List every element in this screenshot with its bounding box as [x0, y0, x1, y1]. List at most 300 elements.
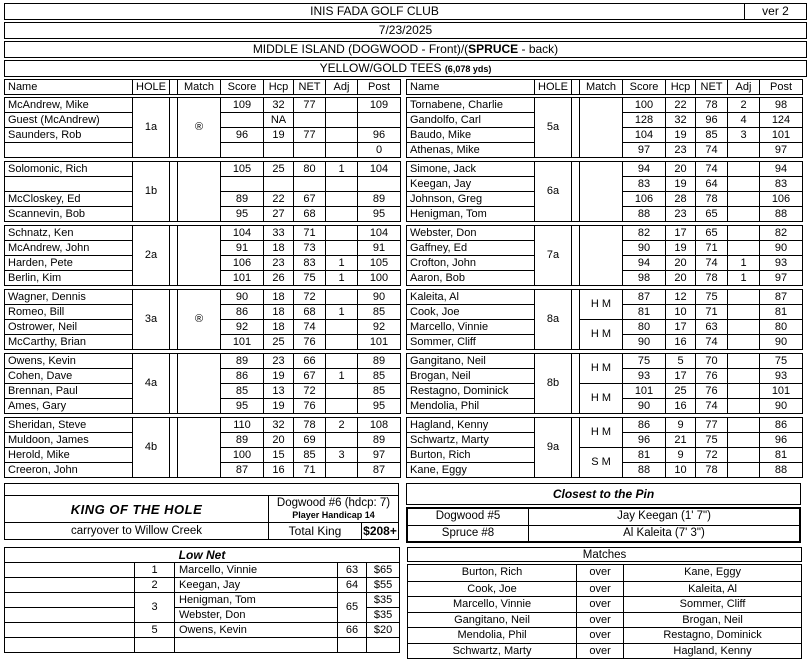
king-info-cell: [268, 496, 398, 522]
score-cell: 80: [623, 320, 666, 335]
net-cell: 71: [294, 226, 326, 241]
col-header-hole: HOLE: [535, 80, 572, 95]
low-net-blank-cell: [5, 578, 135, 593]
post-cell: 90: [760, 335, 803, 350]
post-cell: 89: [358, 354, 401, 369]
roster-group-3a: [4, 289, 401, 350]
match-loser-cell: Hagland, Kenny: [623, 644, 801, 659]
match-loser-cell: Brogan, Neil: [623, 613, 801, 628]
player-name-cell: Baudo, Mike: [407, 128, 535, 143]
hole-cell: 6a: [535, 162, 572, 222]
net-cell: 77: [294, 98, 326, 113]
net-cell: 71: [696, 241, 728, 256]
match-over-cell: over: [576, 644, 623, 659]
net-cell: 65: [696, 226, 728, 241]
col-header-hole: HOLE: [133, 80, 170, 95]
net-cell: 71: [294, 463, 326, 478]
score-cell: 96: [623, 433, 666, 448]
king-carryover: carryover to Willow Creek: [71, 525, 202, 537]
score-cell: 110: [221, 418, 264, 433]
score-cell: 109: [221, 98, 264, 113]
match-cell: [178, 418, 221, 478]
net-cell: 76: [696, 384, 728, 399]
player-name-cell: Gandolfo, Carl: [407, 113, 535, 128]
net-cell: 69: [294, 433, 326, 448]
net-cell: 85: [696, 128, 728, 143]
net-cell: [294, 143, 326, 158]
score-cell: 100: [221, 448, 264, 463]
player-name-cell: Creeron, John: [5, 463, 133, 478]
column-spacer: [572, 162, 580, 222]
date-text: 7/23/2025: [378, 23, 433, 37]
match-cell: [178, 354, 221, 414]
king-total-value: $208+: [361, 523, 398, 539]
match-row: [408, 596, 801, 612]
adj-cell: [728, 177, 760, 192]
col-header-hcp: Hcp: [666, 80, 696, 95]
post-cell: 92: [358, 320, 401, 335]
score-cell: 104: [623, 128, 666, 143]
closest-to-pin-rows: [406, 507, 801, 543]
hcp-cell: 32: [264, 98, 294, 113]
matches-title: Matches: [407, 547, 802, 562]
post-cell: 86: [760, 418, 803, 433]
col-header-hcp: Hcp: [264, 80, 294, 95]
course-bold: SPRUCE: [468, 42, 519, 56]
score-cell: 94: [623, 162, 666, 177]
low-net-blank-cell: [5, 638, 135, 653]
post-cell: 93: [760, 369, 803, 384]
adj-cell: [728, 207, 760, 222]
score-cell: 86: [221, 305, 264, 320]
adj-cell: 1: [326, 305, 358, 320]
post-cell: 124: [760, 113, 803, 128]
low-net-rank-cell: [135, 638, 175, 653]
player-name-cell: Saunders, Rob: [5, 128, 133, 143]
bottom-section-2: [4, 547, 807, 659]
score-cell: 106: [221, 256, 264, 271]
match-cell: [580, 226, 623, 286]
match-over-cell: over: [576, 565, 623, 581]
adj-cell: 3: [728, 128, 760, 143]
score-cell: 90: [623, 335, 666, 350]
player-name-cell: McCloskey, Ed: [5, 192, 133, 207]
net-cell: 72: [696, 448, 728, 463]
net-cell: 68: [294, 207, 326, 222]
club-name: INIS FADA GOLF CLUB: [310, 4, 439, 18]
match-cell: [178, 226, 221, 286]
player-name-cell: Sheridan, Steve: [5, 418, 133, 433]
hcp-cell: 17: [666, 320, 696, 335]
low-net-prize-cell: $35: [367, 608, 400, 623]
post-cell: 95: [358, 207, 401, 222]
col-header-adj: Adj: [728, 80, 760, 95]
player-name-cell: Sommer, Cliff: [407, 335, 535, 350]
adj-cell: 2: [728, 98, 760, 113]
match-loser-cell: Sommer, Cliff: [623, 597, 801, 612]
match-cell: H M: [580, 290, 623, 320]
post-cell: 108: [358, 418, 401, 433]
low-net-name-cell: [175, 638, 338, 653]
col-header-post: Post: [358, 80, 401, 95]
adj-cell: 3: [326, 448, 358, 463]
column-spacer: [170, 226, 178, 286]
hcp-cell: 16: [264, 463, 294, 478]
hcp-cell: 18: [264, 305, 294, 320]
player-name-cell: Mendolia, Phil: [407, 399, 535, 414]
adj-cell: 1: [326, 369, 358, 384]
player-name-cell: McAndrew, John: [5, 241, 133, 256]
net-cell: 76: [294, 335, 326, 350]
closest-to-pin-title: Closest to the Pin: [406, 483, 801, 505]
hcp-cell: 19: [666, 177, 696, 192]
player-name-cell: Berlin, Kim: [5, 271, 133, 286]
post-cell: 104: [358, 226, 401, 241]
score-cell: 101: [221, 271, 264, 286]
player-name-cell: Cohen, Dave: [5, 369, 133, 384]
matches-rows: [407, 564, 802, 659]
score-cell: 89: [221, 354, 264, 369]
col-header-net: NET: [696, 80, 728, 95]
post-cell: 82: [760, 226, 803, 241]
score-cell: 98: [623, 271, 666, 286]
match-winner-cell: Marcello, Vinnie: [453, 598, 532, 610]
player-name-cell: Burton, Rich: [407, 448, 535, 463]
hcp-cell: NA: [264, 113, 294, 128]
roster-group-1b: [4, 161, 401, 222]
hcp-cell: 25: [666, 384, 696, 399]
player-name-cell: Johnson, Greg: [407, 192, 535, 207]
closest-to-pin-row: [408, 509, 799, 525]
post-cell: 90: [760, 241, 803, 256]
net-cell: 68: [294, 305, 326, 320]
adj-cell: [728, 290, 760, 305]
net-cell: 67: [294, 192, 326, 207]
match-winner-cell: Burton, Rich: [461, 566, 523, 578]
hcp-cell: 17: [666, 226, 696, 241]
adj-cell: [728, 354, 760, 369]
player-name-cell: Ostrower, Neil: [5, 320, 133, 335]
player-name-cell: Owens, Kevin: [5, 354, 133, 369]
matches-section: [407, 547, 802, 659]
version-badge: ver 2: [744, 4, 806, 19]
player-name-cell: Marcello, Vinnie: [407, 320, 535, 335]
player-name-cell: McCarthy, Brian: [5, 335, 133, 350]
adj-cell: 4: [728, 113, 760, 128]
score-cell: 75: [623, 354, 666, 369]
post-cell: 87: [760, 290, 803, 305]
match-row: [408, 612, 801, 628]
post-cell: 85: [358, 369, 401, 384]
pin-winner-cell: Al Kaleita (7' 3"): [528, 526, 799, 541]
score-cell: 92: [221, 320, 264, 335]
hcp-cell: 27: [264, 207, 294, 222]
net-cell: 78: [696, 271, 728, 286]
banner-row-tees: [4, 60, 807, 77]
player-name-cell: Athenas, Mike: [407, 143, 535, 158]
adj-cell: [728, 192, 760, 207]
match-over-cell: over: [576, 613, 623, 628]
adj-cell: [728, 226, 760, 241]
col-header-adj: Adj: [326, 80, 358, 95]
match-loser-cell: Restagno, Dominick: [623, 628, 801, 643]
hcp-cell: 26: [264, 271, 294, 286]
player-name-cell: [5, 177, 133, 192]
adj-cell: [326, 192, 358, 207]
banner-row-date: [4, 22, 807, 39]
low-net-rank-cell: 2: [135, 578, 175, 593]
net-cell: 72: [294, 384, 326, 399]
col-header-name: Name: [5, 80, 133, 95]
hole-cell: 8a: [535, 290, 572, 350]
player-name-cell: Schnatz, Ken: [5, 226, 133, 241]
col-header-match: Match: [178, 80, 221, 95]
match-winner-cell: Mendolia, Phil: [457, 629, 527, 641]
adj-cell: [728, 241, 760, 256]
hole-cell: 8b: [535, 354, 572, 414]
post-cell: 83: [760, 177, 803, 192]
net-cell: 76: [696, 369, 728, 384]
score-cell: 86: [623, 418, 666, 433]
post-cell: [358, 177, 401, 192]
adj-cell: [326, 207, 358, 222]
hcp-cell: 18: [264, 320, 294, 335]
hole-cell: 2a: [133, 226, 170, 286]
low-net-name-cell: Owens, Kevin: [175, 623, 338, 638]
hcp-cell: 19: [264, 369, 294, 384]
score-cell: [221, 113, 264, 128]
score-cell: 81: [623, 305, 666, 320]
roster-header-right: [406, 79, 803, 95]
adj-cell: 1: [326, 256, 358, 271]
post-cell: 97: [358, 448, 401, 463]
low-net-prize-cell: $55: [367, 578, 400, 593]
king-total-label: Total King: [268, 523, 361, 539]
hcp-cell: 23: [264, 354, 294, 369]
match-row: [408, 643, 801, 659]
hcp-cell: 33: [264, 226, 294, 241]
player-name-cell: Henigman, Tom: [407, 207, 535, 222]
low-net-blank-cell: [5, 623, 135, 638]
net-cell: 85: [294, 448, 326, 463]
column-spacer: [572, 226, 580, 286]
net-cell: 65: [696, 207, 728, 222]
score-cell: 90: [221, 290, 264, 305]
player-name-cell: Keegan, Jay: [407, 177, 535, 192]
adj-cell: [326, 335, 358, 350]
post-cell: 101: [760, 384, 803, 399]
low-net-name-cell: Webster, Don: [175, 608, 338, 623]
king-title: KING OF THE HOLE: [70, 501, 203, 517]
score-cell: 91: [221, 241, 264, 256]
match-winner-cell: Cook, Joe: [467, 582, 517, 595]
net-cell: 96: [696, 113, 728, 128]
hcp-cell: 10: [666, 305, 696, 320]
adj-cell: [326, 128, 358, 143]
hole-cell: 4b: [133, 418, 170, 478]
hcp-cell: 19: [666, 128, 696, 143]
match-winner-cell: Schwartz, Marty: [452, 644, 532, 657]
player-name-cell: Brennan, Paul: [5, 384, 133, 399]
low-net-score-cell: 66: [338, 623, 367, 638]
match-cell: [580, 162, 623, 222]
adj-cell: [326, 290, 358, 305]
low-net-blank-cell: [5, 593, 135, 608]
score-cell: 105: [221, 162, 264, 177]
net-cell: [294, 177, 326, 192]
net-cell: 75: [294, 271, 326, 286]
roster-group-8b: [406, 353, 803, 414]
column-spacer: [572, 354, 580, 414]
col-header-score: Score: [221, 80, 264, 95]
hcp-cell: 19: [264, 399, 294, 414]
player-name-cell: Hagland, Kenny: [407, 418, 535, 433]
net-cell: 78: [696, 463, 728, 478]
low-net-prize-cell: $65: [367, 563, 400, 578]
roster-group-4a: [4, 353, 401, 414]
hcp-cell: 20: [666, 162, 696, 177]
hole-cell: 1b: [133, 162, 170, 222]
hcp-cell: 25: [264, 335, 294, 350]
course-prefix: MIDDLE ISLAND (DOGWOOD - Front)/(: [252, 42, 469, 56]
player-name-cell: Solomonic, Rich: [5, 162, 133, 177]
adj-cell: 1: [326, 162, 358, 177]
player-name-cell: Simone, Jack: [407, 162, 535, 177]
roster-header-left: [4, 79, 401, 95]
course-suffix: - back): [518, 42, 559, 56]
yardage-text: (6,078 yds): [444, 64, 492, 74]
closest-to-pin-section: [406, 483, 801, 543]
hcp-cell: 32: [666, 113, 696, 128]
post-cell: 89: [358, 433, 401, 448]
score-cell: 87: [623, 290, 666, 305]
king-of-the-hole-box: [4, 483, 399, 540]
player-name-cell: Gaffney, Ed: [407, 241, 535, 256]
column-spacer: [170, 98, 178, 158]
match-over-cell: over: [576, 597, 623, 612]
net-cell: 71: [696, 305, 728, 320]
player-name-cell: McAndrew, Mike: [5, 98, 133, 113]
low-net-name-cell: Marcello, Vinnie: [175, 563, 338, 578]
post-cell: 88: [760, 207, 803, 222]
adj-cell: [326, 463, 358, 478]
hcp-cell: 32: [264, 418, 294, 433]
tees-text: YELLOW/GOLD TEES: [319, 61, 442, 75]
hcp-cell: 23: [666, 207, 696, 222]
hole-cell: 5a: [535, 98, 572, 158]
low-net-rank-cell: 3: [135, 593, 175, 623]
net-cell: 66: [294, 354, 326, 369]
adj-cell: [326, 113, 358, 128]
post-cell: 75: [760, 354, 803, 369]
post-cell: 98: [760, 98, 803, 113]
score-cell: 128: [623, 113, 666, 128]
hole-cell: 3a: [133, 290, 170, 350]
score-cell: 100: [623, 98, 666, 113]
post-cell: 97: [760, 271, 803, 286]
adj-cell: [728, 384, 760, 399]
player-name-cell: Muldoon, James: [5, 433, 133, 448]
hcp-cell: 18: [264, 290, 294, 305]
hcp-cell: 5: [666, 354, 696, 369]
roster-right: [406, 79, 801, 481]
match-cell: ®: [178, 290, 221, 350]
hole-cell: 9a: [535, 418, 572, 478]
score-cell: 101: [623, 384, 666, 399]
column-spacer: [170, 354, 178, 414]
post-cell: 94: [760, 162, 803, 177]
player-name-cell: Kane, Eggy: [407, 463, 535, 478]
hcp-cell: 22: [264, 192, 294, 207]
hcp-cell: 20: [666, 271, 696, 286]
low-net-score-cell: 64: [338, 578, 367, 593]
player-name-cell: Tornabene, Charlie: [407, 98, 535, 113]
roster-group-7a: [406, 225, 803, 286]
player-name-cell: Webster, Don: [407, 226, 535, 241]
net-cell: 80: [294, 162, 326, 177]
net-cell: 74: [294, 320, 326, 335]
low-net-score-cell: 63: [338, 563, 367, 578]
roster-group-6a: [406, 161, 803, 222]
score-cell: 88: [623, 463, 666, 478]
roster: [4, 79, 807, 481]
hcp-cell: 10: [666, 463, 696, 478]
player-name-cell: Romeo, Bill: [5, 305, 133, 320]
king-hole-info: Dogwood #6 (hdcp: 7): [276, 497, 391, 509]
score-cell: 82: [623, 226, 666, 241]
pin-winner-cell: Jay Keegan (1' 7"): [528, 509, 799, 525]
hcp-cell: 17: [666, 369, 696, 384]
hcp-cell: 9: [666, 448, 696, 463]
adj-cell: [728, 399, 760, 414]
post-cell: 106: [760, 192, 803, 207]
column-spacer: [170, 418, 178, 478]
adj-cell: [326, 354, 358, 369]
hcp-cell: 15: [264, 448, 294, 463]
banner-row-course: [4, 41, 807, 58]
score-cell: [221, 177, 264, 192]
match-cell: H M: [580, 354, 623, 384]
low-net-prize-cell: $20: [367, 623, 400, 638]
hcp-cell: [264, 177, 294, 192]
pin-hole-cell: Dogwood #5: [435, 510, 501, 522]
player-name-cell: Ames, Gary: [5, 399, 133, 414]
roster-group-2a: [4, 225, 401, 286]
net-cell: 75: [696, 290, 728, 305]
match-cell: H M: [580, 320, 623, 350]
banner-row-club: [4, 3, 807, 20]
player-name-cell: Kaleita, Al: [407, 290, 535, 305]
hcp-cell: 23: [264, 256, 294, 271]
adj-cell: [728, 369, 760, 384]
post-cell: 96: [358, 128, 401, 143]
adj-cell: [728, 418, 760, 433]
net-cell: 74: [696, 256, 728, 271]
adj-cell: [326, 143, 358, 158]
score-cell: 97: [623, 143, 666, 158]
net-cell: 77: [294, 128, 326, 143]
low-net-prize-cell: $35: [367, 593, 400, 608]
score-cell: 95: [221, 399, 264, 414]
hcp-cell: 22: [666, 98, 696, 113]
low-net-score-cell: [338, 638, 367, 653]
adj-cell: [728, 448, 760, 463]
adj-cell: [326, 399, 358, 414]
match-cell: S M: [580, 448, 623, 478]
match-cell: [580, 98, 623, 158]
low-net-rank-cell: 5: [135, 623, 175, 638]
column-spacer: [572, 80, 580, 95]
